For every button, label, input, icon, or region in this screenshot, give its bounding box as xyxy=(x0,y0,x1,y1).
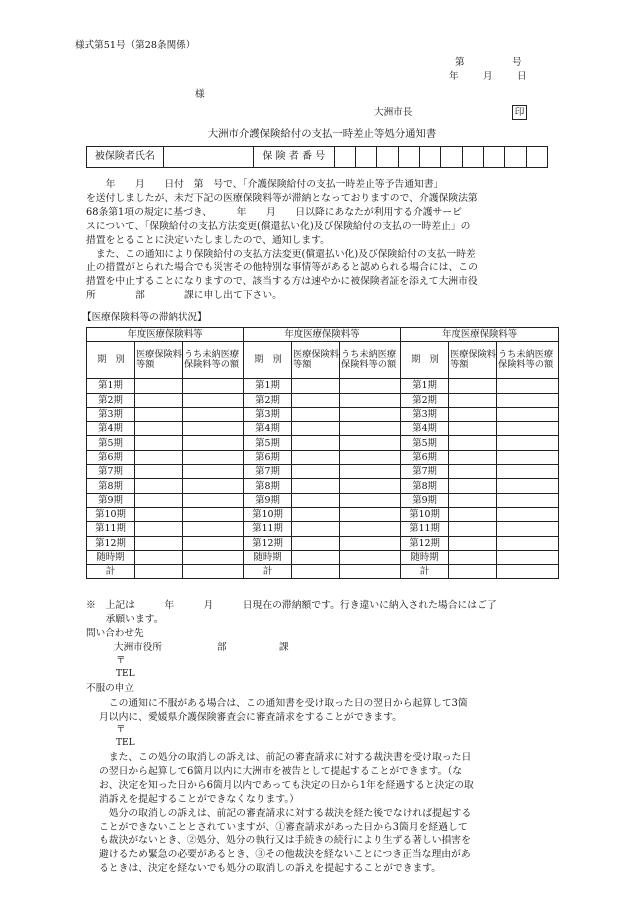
document-title: 大洲市介護保険給付の支払一時差止等処分通知書 xyxy=(207,128,437,140)
seal-mark: 印 xyxy=(512,105,527,120)
unpaid-cell xyxy=(183,507,244,521)
arrears-section-title: 【医療保険料等の滞納状況】 xyxy=(82,312,207,323)
period-label: 第6期 xyxy=(401,450,449,464)
period-label: 第8期 xyxy=(401,479,449,493)
amount-cell xyxy=(449,493,497,507)
arrears-row xyxy=(87,450,559,464)
unpaid-cell xyxy=(340,422,401,436)
amount-cell xyxy=(449,436,497,450)
form-number: 様式第51号（第28条関係） xyxy=(75,40,196,51)
doc-number-go: 号 xyxy=(512,57,522,68)
lawsuit-line: るときは、決定を経ないでも処分の取消しの訴えを提起することができます。 xyxy=(99,863,442,875)
unpaid-cell xyxy=(497,436,559,450)
body-line: を送付しましたが、未だ下記の医療保険料等が滞納となっておりますので、介護保険法第 xyxy=(86,192,478,204)
unpaid-cell xyxy=(340,407,401,421)
period-label: 第5期 xyxy=(87,436,135,450)
unpaid-cell xyxy=(183,465,244,479)
body-line: 年 月 日付 第 号で、「介護保険給付の支払一時差止等予告通知書」 xyxy=(86,179,444,190)
period-label: 計 xyxy=(87,565,135,579)
amount-cell xyxy=(135,536,183,550)
arrears-row xyxy=(87,379,559,393)
amount-cell xyxy=(292,393,340,407)
period-label: 第3期 xyxy=(87,407,135,421)
col-unpaid-header: うち未納医療保険料等の額 xyxy=(183,342,244,379)
amount-cell xyxy=(449,393,497,407)
insured-number-digit xyxy=(526,147,547,168)
contact-tel: TEL xyxy=(116,669,135,679)
unpaid-cell xyxy=(497,465,559,479)
insured-name-label: 被保険者氏名 xyxy=(87,147,164,168)
period-label: 第9期 xyxy=(401,493,449,507)
period-label: 第10期 xyxy=(87,507,135,521)
col-period-header: 期 別 xyxy=(87,342,135,379)
unpaid-cell xyxy=(183,422,244,436)
lawsuit-line: の翌日から起算して6箇月以内に大洲市を被告として提起することができます。（な xyxy=(99,765,463,777)
unpaid-cell xyxy=(183,379,244,393)
period-label: 第9期 xyxy=(244,493,292,507)
amount-cell xyxy=(449,550,497,564)
lawsuit-line: また、この処分の取消しの訴えは、前記の審査請求に対する裁決書を受け取った日 xyxy=(99,752,472,763)
note-line: ※ 上記は 年 月 日現在の滞納額です。行き違いに納入された場合にはご了 xyxy=(86,600,497,611)
year-header: 年度医療保険料等 xyxy=(244,328,401,342)
unpaid-cell xyxy=(183,479,244,493)
unpaid-cell xyxy=(497,393,559,407)
unpaid-cell xyxy=(340,522,401,536)
unpaid-cell xyxy=(497,522,559,536)
col-period-header: 期 別 xyxy=(401,342,449,379)
period-label: 第4期 xyxy=(401,422,449,436)
arrears-row xyxy=(87,536,559,550)
period-label: 第6期 xyxy=(87,450,135,464)
lawsuit-line: ことができないこととされていますが、①審査請求があった日から3箇月を経過して xyxy=(99,821,468,833)
amount-cell xyxy=(135,522,183,536)
amount-cell xyxy=(292,507,340,521)
unpaid-cell xyxy=(497,422,559,436)
period-label: 第12期 xyxy=(87,536,135,550)
arrears-row xyxy=(87,393,559,407)
unpaid-cell xyxy=(340,479,401,493)
unpaid-cell xyxy=(340,550,401,564)
unpaid-cell xyxy=(183,536,244,550)
amount-cell xyxy=(292,407,340,421)
insured-number-digit xyxy=(419,147,440,168)
amount-cell xyxy=(449,407,497,421)
amount-cell xyxy=(292,436,340,450)
unpaid-cell xyxy=(340,379,401,393)
contact-heading: 問い合わせ先 xyxy=(86,628,144,639)
period-label: 第4期 xyxy=(244,422,292,436)
amount-cell xyxy=(135,379,183,393)
amount-cell xyxy=(135,479,183,493)
period-label: 第5期 xyxy=(244,436,292,450)
lawsuit-line: 避けるため緊急の必要があるとき、③その他裁決を経ないことにつき正当な理由があ xyxy=(99,849,471,861)
period-label: 第7期 xyxy=(87,465,135,479)
period-label: 第11期 xyxy=(87,522,135,536)
period-label: 第3期 xyxy=(244,407,292,421)
amount-cell xyxy=(449,536,497,550)
unpaid-cell xyxy=(183,436,244,450)
contact-ka: 課 xyxy=(279,642,289,653)
arrears-row xyxy=(87,550,559,564)
body-line: 措置をとることに決定いたしましたので、通知します。 xyxy=(86,234,330,246)
contact-office: 大洲市役所 xyxy=(114,642,162,653)
lawsuit-line: 処分の取消しの訴えは、前記の審査請求に対する裁決を経た後でなければ提起する xyxy=(99,807,472,819)
insured-number-digit xyxy=(462,147,483,168)
lawsuit-text xyxy=(99,751,559,876)
period-label: 第5期 xyxy=(401,436,449,450)
body-line: 68条第1項の規定に基づき、 年 月 日以降にあなたが利用する介護サービ xyxy=(86,206,462,218)
appeal-postal: 〒 xyxy=(116,724,126,735)
lawsuit-line: お、決定を知った日から6箇月以内であっても決定の日から1年を経過すると決定の取 xyxy=(99,779,474,791)
period-label: 第8期 xyxy=(244,479,292,493)
insured-number-digit xyxy=(398,147,419,168)
body-line: 措置を中止することになりますので、該当する方は速やかに被保険者証を添えて大洲市役 xyxy=(86,276,478,288)
period-label: 第1期 xyxy=(87,379,135,393)
amount-cell xyxy=(292,522,340,536)
amount-cell xyxy=(292,550,340,564)
period-label: 計 xyxy=(401,565,449,579)
period-label: 第8期 xyxy=(87,479,135,493)
amount-cell xyxy=(135,450,183,464)
amount-cell xyxy=(135,465,183,479)
amount-cell xyxy=(449,479,497,493)
contact-postal: 〒 xyxy=(116,655,126,666)
amount-cell xyxy=(135,393,183,407)
arrears-row xyxy=(87,493,559,507)
unpaid-cell xyxy=(497,550,559,564)
appeal-tel: TEL xyxy=(116,738,135,748)
amount-cell xyxy=(135,493,183,507)
amount-cell xyxy=(449,522,497,536)
amount-cell xyxy=(292,565,340,579)
status-note xyxy=(86,599,558,627)
appeal-line: この通知に不服がある場合は、この通知書を受け取った日の翌日から起算して3箇 xyxy=(99,698,468,709)
amount-cell xyxy=(292,493,340,507)
unpaid-cell xyxy=(183,550,244,564)
unpaid-cell xyxy=(183,522,244,536)
amount-cell xyxy=(449,565,497,579)
insured-number-digit xyxy=(355,147,376,168)
col-amount-header: 医療保険料等額 xyxy=(292,342,340,379)
amount-cell xyxy=(292,450,340,464)
doc-number-dai: 第 xyxy=(455,57,465,68)
unpaid-cell xyxy=(497,536,559,550)
period-label: 第2期 xyxy=(87,393,135,407)
year-header: 年度医療保険料等 xyxy=(401,328,559,342)
amount-cell xyxy=(135,565,183,579)
unpaid-cell xyxy=(497,407,559,421)
notice-body xyxy=(86,178,558,303)
period-label: 第11期 xyxy=(401,522,449,536)
appeal-heading: 不服の申立 xyxy=(86,683,134,694)
unpaid-cell xyxy=(183,565,244,579)
lawsuit-line: 消訴えを提起することができなくなります。） xyxy=(99,793,300,805)
amount-cell xyxy=(135,436,183,450)
body-line: スについて、「保険給付の支払方法変更(償還払い化)及び保険給付の支払の一時差止」の xyxy=(86,220,471,232)
unpaid-cell xyxy=(340,393,401,407)
period-label: 第11期 xyxy=(244,522,292,536)
amount-cell xyxy=(292,379,340,393)
body-line: 所 部 課に申し出て下さい。 xyxy=(86,290,282,302)
period-label: 計 xyxy=(244,565,292,579)
period-label: 随時期 xyxy=(87,550,135,564)
period-label: 第1期 xyxy=(244,379,292,393)
amount-cell xyxy=(135,407,183,421)
unpaid-cell xyxy=(340,465,401,479)
date-year: 年 xyxy=(449,71,459,82)
period-label: 第12期 xyxy=(401,536,449,550)
insured-number-label: 保 険 者 番 号 xyxy=(253,147,334,168)
appeal-line: 月以内に、愛媛県介護保険審査会に審査請求をすることができます。 xyxy=(99,711,402,723)
insured-number-digit xyxy=(483,147,504,168)
issuer-name: 大洲市長 xyxy=(374,107,413,118)
period-label: 第2期 xyxy=(401,393,449,407)
arrears-row xyxy=(87,522,559,536)
col-amount-header: 医療保険料等額 xyxy=(135,342,183,379)
amount-cell xyxy=(292,465,340,479)
unpaid-cell xyxy=(340,536,401,550)
lawsuit-line: も裁決がないとき、②処分、処分の執行又は手続きの続行により生ずる著しい損害を xyxy=(99,835,471,847)
unpaid-cell xyxy=(340,493,401,507)
period-label: 随時期 xyxy=(401,550,449,564)
arrears-row xyxy=(87,436,559,450)
amount-cell xyxy=(449,507,497,521)
unpaid-cell xyxy=(183,407,244,421)
unpaid-cell xyxy=(497,479,559,493)
appeal-text xyxy=(99,697,559,725)
period-label: 第1期 xyxy=(401,379,449,393)
amount-cell xyxy=(449,422,497,436)
note-line: 承願います。 xyxy=(86,613,164,625)
col-unpaid-header: うち未納医療保険料等の額 xyxy=(340,342,401,379)
recipient-suffix: 様 xyxy=(195,89,205,100)
amount-cell xyxy=(449,465,497,479)
amount-cell xyxy=(135,550,183,564)
unpaid-cell xyxy=(340,450,401,464)
period-label: 第3期 xyxy=(401,407,449,421)
unpaid-cell xyxy=(340,436,401,450)
unpaid-cell xyxy=(183,450,244,464)
insured-id-table xyxy=(86,146,548,168)
amount-cell xyxy=(135,422,183,436)
amount-cell xyxy=(292,422,340,436)
arrears-row xyxy=(87,407,559,421)
year-header: 年度医療保険料等 xyxy=(87,328,244,342)
arrears-row xyxy=(87,465,559,479)
contact-bu: 部 xyxy=(217,642,227,653)
insured-number-digit xyxy=(441,147,462,168)
period-label: 第9期 xyxy=(87,493,135,507)
unpaid-cell xyxy=(183,393,244,407)
amount-cell xyxy=(135,507,183,521)
arrears-row xyxy=(87,507,559,521)
amount-cell xyxy=(449,379,497,393)
col-amount-header: 医療保険料等額 xyxy=(449,342,497,379)
insured-name-field xyxy=(163,147,253,168)
unpaid-cell xyxy=(497,379,559,393)
insured-number-digit xyxy=(377,147,398,168)
period-label: 第6期 xyxy=(244,450,292,464)
period-label: 第4期 xyxy=(87,422,135,436)
date-month: 月 xyxy=(483,71,493,82)
unpaid-cell xyxy=(497,493,559,507)
date-day: 日 xyxy=(517,71,527,82)
amount-cell xyxy=(449,450,497,464)
period-label: 第2期 xyxy=(244,393,292,407)
arrears-row xyxy=(87,479,559,493)
insured-number-digit xyxy=(334,147,355,168)
period-label: 第10期 xyxy=(244,507,292,521)
body-line: また、この通知により保険給付の支払方法変更(償還払い化)及び保険給付の支払一時差 xyxy=(86,248,476,260)
col-period-header: 期 別 xyxy=(244,342,292,379)
arrears-row xyxy=(87,422,559,436)
period-label: 第12期 xyxy=(244,536,292,550)
body-line: 止の措置がとられた場合でも災害その他特別な事情等があると認められる場合には、この xyxy=(86,262,478,274)
insured-number-digit xyxy=(505,147,526,168)
unpaid-cell xyxy=(183,493,244,507)
period-label: 第7期 xyxy=(401,465,449,479)
arrears-row xyxy=(87,565,559,579)
period-label: 第7期 xyxy=(244,465,292,479)
unpaid-cell xyxy=(497,507,559,521)
amount-cell xyxy=(292,479,340,493)
amount-cell xyxy=(292,536,340,550)
col-unpaid-header: うち未納医療保険料等の額 xyxy=(497,342,559,379)
unpaid-cell xyxy=(497,450,559,464)
period-label: 第10期 xyxy=(401,507,449,521)
unpaid-cell xyxy=(340,565,401,579)
unpaid-cell xyxy=(340,507,401,521)
arrears-table xyxy=(86,327,559,579)
period-label: 随時期 xyxy=(244,550,292,564)
unpaid-cell xyxy=(497,565,559,579)
